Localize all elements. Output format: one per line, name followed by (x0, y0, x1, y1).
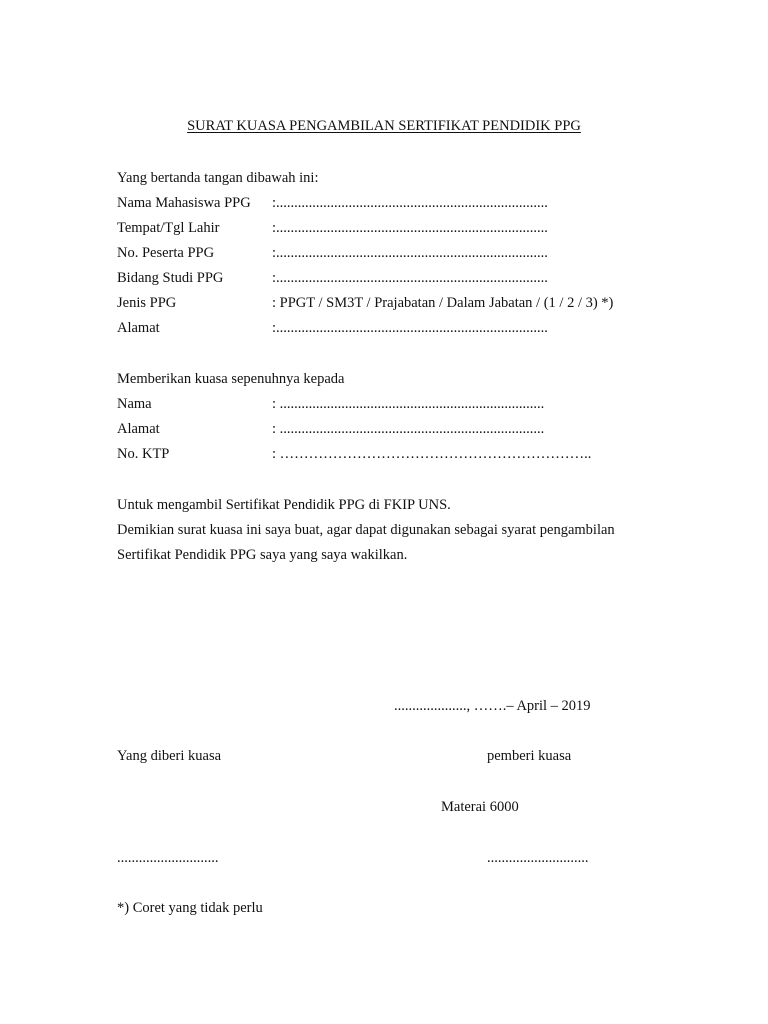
proxy-label: Nama (117, 396, 152, 412)
document-title: SURAT KUASA PENGAMBILAN SERTIFIKAT PENDIDIK PPG (187, 118, 581, 134)
signer-value: :........................................................................... (272, 320, 548, 336)
signer-label: Alamat (117, 320, 160, 336)
signer-value: :........................................................................... (272, 195, 548, 211)
signer-label: Tempat/Tgl Lahir (117, 220, 220, 236)
receiver-label: Yang diberi kuasa (117, 748, 222, 764)
signer-label: Jenis PPG (117, 295, 177, 311)
signer-value: :........................................................................... (272, 245, 548, 261)
closing-text-line1: Demikian surat kuasa ini saya buat, agar dapat digunakan sebagai syarat pengambilan (117, 522, 615, 538)
proxy-value: : ……………………………………………………….. (272, 446, 592, 462)
signer-value: :........................................................................... (272, 220, 548, 236)
signer-label: No. Peserta PPG (117, 245, 215, 261)
signer-value: : PPGT / SM3T / Prajabatan / Dalam Jabatan / (1 / 2 / 3) *) (272, 295, 614, 311)
signer-value: :........................................................................... (272, 270, 548, 286)
footnote: *) Coret yang tidak perlu (117, 900, 263, 916)
giver-signature-line: ............................ (487, 850, 589, 866)
signer-label: Bidang Studi PPG (117, 270, 224, 286)
proxy-label: No. KTP (117, 446, 170, 462)
proxy-intro-text: Memberikan kuasa sepenuhnya kepada (117, 371, 345, 387)
proxy-value: : ......................................................................... (272, 396, 545, 412)
receiver-signature-line: ............................ (117, 850, 219, 866)
purpose-text: Untuk mengambil Sertifikat Pendidik PPG di FKIP UNS. (117, 497, 451, 513)
intro-text: Yang bertanda tangan dibawah ini: (117, 170, 319, 186)
proxy-label: Alamat (117, 421, 160, 437)
stamp-label: Materai 6000 (441, 799, 519, 815)
signer-label: Nama Mahasiswa PPG (117, 195, 251, 211)
date-line: ...................., …….– April – 2019 (394, 698, 591, 714)
proxy-value: : ......................................................................... (272, 421, 545, 437)
giver-label: pemberi kuasa (487, 748, 572, 764)
closing-text-line2: Sertifikat Pendidik PPG saya yang saya wakilkan. (117, 547, 408, 563)
